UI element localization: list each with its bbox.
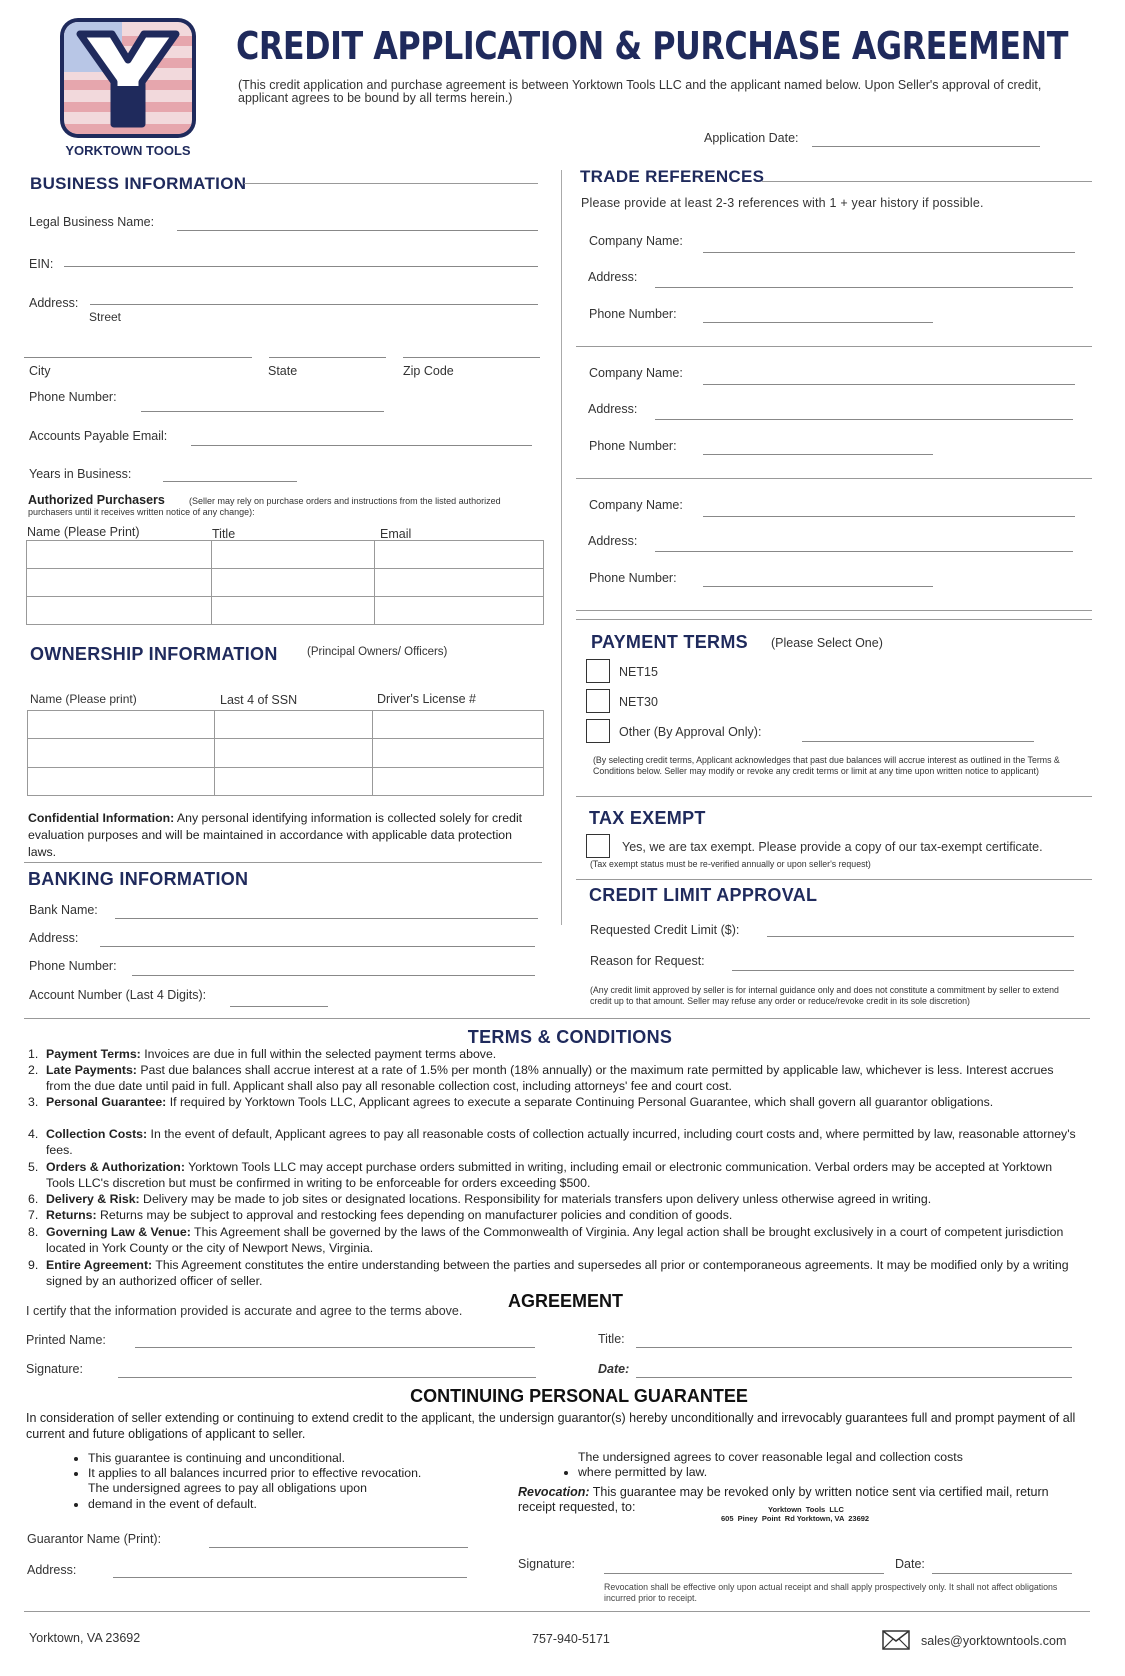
reason-for-request-label: Reason for Request: (590, 954, 705, 968)
printed-name-label: Printed Name: (26, 1333, 106, 1347)
trade-address-label: Address: (588, 270, 638, 284)
street-field[interactable] (90, 304, 538, 305)
terms-item-title: Late Payments: (46, 1063, 137, 1077)
table-cell[interactable] (212, 569, 375, 597)
agreement-signature-field[interactable] (118, 1377, 536, 1378)
trade-address-label: Address: (588, 534, 638, 548)
years-in-business-field[interactable] (163, 481, 297, 482)
legal-business-name-field[interactable] (177, 230, 538, 231)
table-cell[interactable] (28, 739, 215, 767)
terms-item-text (46, 1047, 1078, 1063)
credit-limit-heading: CREDIT LIMIT APPROVAL (589, 885, 818, 905)
terms-item-number: 2. (28, 1063, 39, 1077)
trade-phone-field[interactable] (703, 322, 933, 323)
reason-for-request-field[interactable] (732, 970, 1074, 971)
guarantor-name-label: Guarantor Name (Print): (27, 1532, 162, 1546)
ownership-table (27, 710, 544, 796)
revocation-body: This guarantee may be revoked only by written notice sent via certified mail, return receipt requested, to: (518, 1485, 1049, 1514)
purchaser-col-email: Email (380, 527, 412, 541)
banking-info-heading: BANKING INFORMATION (28, 869, 249, 889)
printed-name-field[interactable] (135, 1347, 535, 1348)
terms-item-text (46, 1127, 1078, 1158)
table-cell[interactable] (28, 767, 215, 795)
table-row (27, 569, 544, 597)
application-date-label: Application Date: (704, 131, 799, 145)
requested-credit-limit-field[interactable] (767, 936, 1074, 937)
trade-phone-field[interactable] (703, 454, 933, 455)
credit-limit-note: (Any credit limit approved by seller is for internal guidance only and does not constitute a commitment by seller to extend credit up to that amount. Seller may refuse any order or reduce/revoke credit in its sole discretion) (590, 985, 1059, 1006)
agreement-date-label: Date: (598, 1362, 630, 1376)
purchaser-col-name: Name (Please Print) (27, 525, 140, 539)
table-cell[interactable] (212, 541, 375, 569)
terms-item-number: 3. (28, 1095, 39, 1109)
table-row (28, 739, 544, 767)
divider (576, 610, 1092, 611)
list-item-text: The undersigned agrees to cover reasonable legal and collection costs where permitted by law. (578, 1450, 963, 1479)
bank-name-label: Bank Name: (29, 903, 98, 917)
zip-label: Zip Code (403, 364, 454, 378)
terms-item-text (46, 1095, 1078, 1111)
confidential-notice (28, 810, 538, 861)
agreement-signature-label: Signature: (26, 1362, 83, 1376)
other-terms-checkbox[interactable] (586, 719, 610, 743)
bank-name-field[interactable] (115, 918, 538, 919)
terms-item-body: This Agreement constitutes the entire understanding between the parties and supersedes all prior or contemporaneous agreements. It may be modified only by a writing signed by an authorized officer of seller. (46, 1258, 1069, 1288)
company-logo (58, 16, 198, 158)
ap-email-label: Accounts Payable Email: (29, 429, 168, 443)
agreement-heading: AGREEMENT (508, 1291, 624, 1311)
guarantee-bullets-right (560, 1450, 978, 1479)
phone-label: Phone Number: (29, 390, 117, 404)
account-number-label: Account Number (Last 4 Digits): (29, 988, 207, 1002)
page-title: CREDIT APPLICATION & PURCHASE AGREEMENT (236, 24, 1068, 68)
net15-checkbox[interactable] (586, 659, 610, 683)
agreement-title-field[interactable] (636, 1347, 1072, 1348)
confidential-notice-text: Any personal identifying information is collected solely for credit evaluation purposes and will be maintained in accordance with applicable data protection laws. (28, 811, 523, 859)
revocation-address: 605 Piney Point Rd Yorktown, VA 23692 (721, 1514, 870, 1523)
ownership-info-heading: OWNERSHIP INFORMATION (30, 644, 278, 664)
list-item: • It applies to all balances incurred prior to effective revocation. (88, 1466, 498, 1481)
terms-item-title: Collection Costs: (46, 1127, 148, 1141)
terms-item-number: 8. (28, 1225, 39, 1239)
terms-item-title: Returns: (46, 1208, 97, 1222)
table-cell[interactable] (373, 739, 544, 767)
street-label: Street (89, 310, 122, 324)
trade-company-name-field[interactable] (703, 516, 1075, 517)
guarantee-heading: CONTINUING PERSONAL GUARANTEE (410, 1386, 748, 1406)
footer-phone: 757-940-5171 (532, 1632, 610, 1646)
table-row (27, 541, 544, 569)
payment-terms-note: (By selecting credit terms, Applicant acknowledges that past due balances will accrue interest as outlined in the Terms & Conditions below. Seller may modify or revoke any credit terms or limit at any time upon written notice to applicant) (593, 755, 1060, 776)
table-cell[interactable] (27, 597, 212, 625)
list-item-text: The undersigned agrees to pay all obligations upon demand in the event of default. (88, 1481, 367, 1511)
state-label: State (268, 364, 298, 378)
terms-item-body: This Agreement shall be governed by the laws of the Commonwealth of Virginia. Any legal action shall be brought exclusively in a court of competent jurisdiction located in York County or the city of Newport News, Virginia. (46, 1225, 1064, 1255)
guarantee-bullets-left (70, 1451, 498, 1512)
state-field[interactable] (269, 357, 386, 358)
divider (762, 181, 1092, 182)
address-label: Address: (29, 296, 79, 310)
table-cell[interactable] (375, 569, 544, 597)
table-cell[interactable] (215, 711, 373, 739)
divider (576, 478, 1092, 479)
terms-item-body: Invoices are due in full within the selected payment terms above. (140, 1047, 497, 1061)
page-subtitle: (This credit application and purchase agreement is between Yorktown Tools LLC and the applicant named below. Upon Seller's approval of credit, applicant agrees to be bound by all terms herein.) (238, 78, 1042, 105)
requested-credit-limit-label: Requested Credit Limit ($): (590, 923, 740, 937)
agreement-certify-text: I certify that the information provided is accurate and agree to the terms above. (26, 1304, 463, 1318)
application-date-field[interactable] (812, 146, 1040, 147)
years-in-business-label: Years in Business: (29, 467, 132, 481)
terms-item-number: 4. (28, 1127, 39, 1141)
terms-item-text (46, 1063, 1078, 1094)
city-label: City (29, 364, 51, 378)
payment-terms-heading: PAYMENT TERMS (591, 632, 748, 652)
table-row (27, 597, 544, 625)
bank-address-field[interactable] (100, 946, 535, 947)
footer-email[interactable]: sales@yorktowntools.com (921, 1634, 1067, 1648)
terms-item-number: 6. (28, 1192, 39, 1206)
divider (576, 796, 1092, 797)
bank-phone-label: Phone Number: (29, 959, 117, 973)
trade-references-heading: TRADE REFERENCES (580, 167, 765, 186)
terms-item-number: 7. (28, 1208, 39, 1222)
revocation-note: Revocation shall be effective only upon actual receipt and shall apply prospectively only. It shall not affect obligations incurred prior to receipt. (604, 1582, 1058, 1603)
ein-field[interactable] (64, 266, 538, 267)
bank-address-label: Address: (29, 931, 79, 945)
terms-item-number: 9. (28, 1258, 39, 1272)
trade-company-name-label: Company Name: (589, 498, 683, 512)
footer-city: Yorktown, VA 23692 (29, 1631, 141, 1645)
tax-exempt-heading: TAX EXEMPT (589, 808, 706, 828)
terms-item-title: Orders & Authorization: (46, 1160, 185, 1174)
authorized-purchasers-note: (Seller may rely on purchase orders and instructions from the listed authorized purchasers until it receives written notice of any change): (28, 496, 501, 517)
trade-company-name-label: Company Name: (589, 234, 683, 248)
terms-item-text (46, 1160, 1078, 1191)
divider (24, 1018, 1090, 1019)
terms-item-text (46, 1208, 1078, 1224)
trade-company-name-field[interactable] (703, 252, 1075, 253)
logo-company-name: YORKTOWN TOOLS (65, 143, 191, 158)
city-field[interactable] (24, 357, 252, 358)
ein-label: EIN: (29, 257, 54, 271)
terms-item-title: Entire Agreement: (46, 1258, 153, 1272)
agreement-date-field[interactable] (636, 1377, 1072, 1378)
terms-item-body: Returns may be subject to approval and restocking fees depending on manufacturer policies and condition of goods. (96, 1208, 733, 1222)
guarantee-intro: In consideration of seller extending or continuing to extend credit to the applicant, the undersign guarantor(s) hereby unconditionally and irrevocably guarantees full and prompt payment of all current and future obligations of applicant to seller. (26, 1411, 1076, 1441)
list-item: • This guarantee is continuing and unconditional. (88, 1451, 498, 1466)
table-cell[interactable] (28, 711, 215, 739)
divider (244, 183, 538, 184)
net15-label: NET15 (619, 665, 658, 679)
column-divider (561, 170, 562, 925)
trade-phone-field[interactable] (703, 586, 933, 587)
terms-item-title: Payment Terms: (46, 1047, 141, 1061)
authorized-purchasers-title: Authorized Purchasers (28, 493, 165, 507)
net30-label: NET30 (619, 695, 658, 709)
tax-exempt-checkbox[interactable] (586, 834, 610, 858)
terms-item-number: 5. (28, 1160, 39, 1174)
revocation-company: Yorktown Tools LLC (768, 1505, 844, 1514)
confidential-notice-title: Confidential Information: (28, 811, 175, 825)
table-cell[interactable] (215, 767, 373, 795)
table-row (28, 711, 544, 739)
trade-address-field[interactable] (655, 287, 1073, 288)
divider (576, 619, 1092, 620)
table-cell[interactable] (27, 541, 212, 569)
other-terms-field[interactable] (802, 741, 1034, 742)
guarantor-date-label: Date: (895, 1557, 925, 1571)
trade-phone-label: Phone Number: (589, 439, 677, 453)
owner-col-ssn: Last 4 of SSN (220, 693, 298, 707)
agreement-title-label: Title: (598, 1332, 625, 1346)
terms-item-text (46, 1192, 1078, 1208)
table-cell[interactable] (373, 711, 544, 739)
authorized-purchasers-table (26, 540, 544, 625)
trade-phone-label: Phone Number: (589, 307, 677, 321)
email-icon (882, 1630, 910, 1655)
trade-references-note: Please provide at least 2-3 references with 1 + year history if possible. (581, 196, 984, 210)
trade-company-name-label: Company Name: (589, 366, 683, 380)
table-row (28, 767, 544, 795)
table-cell[interactable] (27, 569, 212, 597)
tax-exempt-note: (Tax exempt status must be re-verified annually or upon seller's request) (590, 859, 871, 869)
terms-conditions-heading: TERMS & CONDITIONS (467, 1027, 673, 1047)
terms-item-text (46, 1225, 1078, 1256)
logo-y-icon (58, 16, 198, 141)
ownership-info-subheading: (Principal Owners/ Officers) (307, 646, 448, 658)
guarantor-name-field[interactable] (209, 1547, 468, 1548)
guarantor-signature-label: Signature: (518, 1557, 575, 1571)
tax-exempt-text: Yes, we are tax exempt. Please provide a copy of our tax-exempt certificate. (622, 840, 1043, 854)
zip-field[interactable] (403, 357, 540, 358)
terms-item-title: Delivery & Risk: (46, 1192, 140, 1206)
list-item (578, 1450, 978, 1479)
trade-company-name-field[interactable] (703, 384, 1075, 385)
trade-address-label: Address: (588, 402, 638, 416)
phone-field[interactable] (141, 411, 384, 412)
bank-phone-field[interactable] (132, 975, 535, 976)
trade-address-field[interactable] (655, 551, 1073, 552)
net30-checkbox[interactable] (586, 689, 610, 713)
divider (24, 1611, 1090, 1612)
table-cell[interactable] (375, 541, 544, 569)
revocation-title: Revocation: (518, 1485, 590, 1499)
terms-item-title: Governing Law & Venue: (46, 1225, 191, 1239)
terms-item-body: Delivery may be made to job sites or designated locations. Responsibility for materials transfers upon delivery unless otherwise agreed in writing. (139, 1192, 932, 1206)
purchaser-col-title: Title (212, 527, 236, 541)
payment-terms-subheading: (Please Select One) (771, 636, 883, 650)
trade-address-field[interactable] (655, 419, 1073, 420)
trade-phone-label: Phone Number: (589, 571, 677, 585)
other-terms-label: Other (By Approval Only): (619, 725, 762, 739)
business-info-heading: BUSINESS INFORMATION (30, 174, 247, 193)
guarantor-signature-field[interactable] (604, 1573, 884, 1574)
list-item (88, 1480, 498, 1512)
table-cell[interactable] (375, 597, 544, 625)
terms-item-number: 1. (28, 1047, 39, 1061)
divider (576, 879, 1092, 880)
table-cell[interactable] (373, 767, 544, 795)
table-cell[interactable] (215, 739, 373, 767)
terms-item-title: Personal Guarantee: (46, 1095, 167, 1109)
guarantor-address-label: Address: (27, 1563, 77, 1577)
divider (576, 346, 1092, 347)
owner-col-license: Driver's License # (377, 692, 476, 706)
terms-item-body: If required by Yorktown Tools LLC, Applicant agrees to execute a separate Continuing Personal Guarantee, which shall govern all guarantor obligations. (166, 1095, 994, 1109)
owner-col-name: Name (Please print) (30, 692, 137, 706)
account-number-field[interactable] (230, 1006, 328, 1007)
terms-item-body: Past due balances shall accrue interest at a rate of 1.5% per month (18% annually) or the maximum rate permitted by applicable law, whichever is less. Interest accrues from the due date until paid in full. Applicant shall also pay all resonable collection cost, including attorneys' fee and court cost. (46, 1063, 1054, 1093)
legal-business-name-label: Legal Business Name: (29, 215, 155, 229)
divider (24, 862, 542, 863)
guarantor-date-field[interactable] (932, 1573, 1072, 1574)
ap-email-field[interactable] (191, 445, 532, 446)
table-cell[interactable] (212, 597, 375, 625)
terms-item-body: Yorktown Tools LLC may accept purchase orders submitted in writing, including email or electronic communication. Verbal orders may be accepted at Yorktown Tools LLC's discretion but must be confirmed in writing to be enforceable for orders exceeding $500. (46, 1160, 1053, 1190)
terms-item-body: In the event of default, Applicant agrees to pay all reasonable costs of collection actually incurred, including court costs and, where permitted by law, reasonable attorney's fees. (46, 1127, 1076, 1157)
terms-item-text (46, 1258, 1078, 1289)
guarantor-address-field[interactable] (113, 1577, 467, 1578)
